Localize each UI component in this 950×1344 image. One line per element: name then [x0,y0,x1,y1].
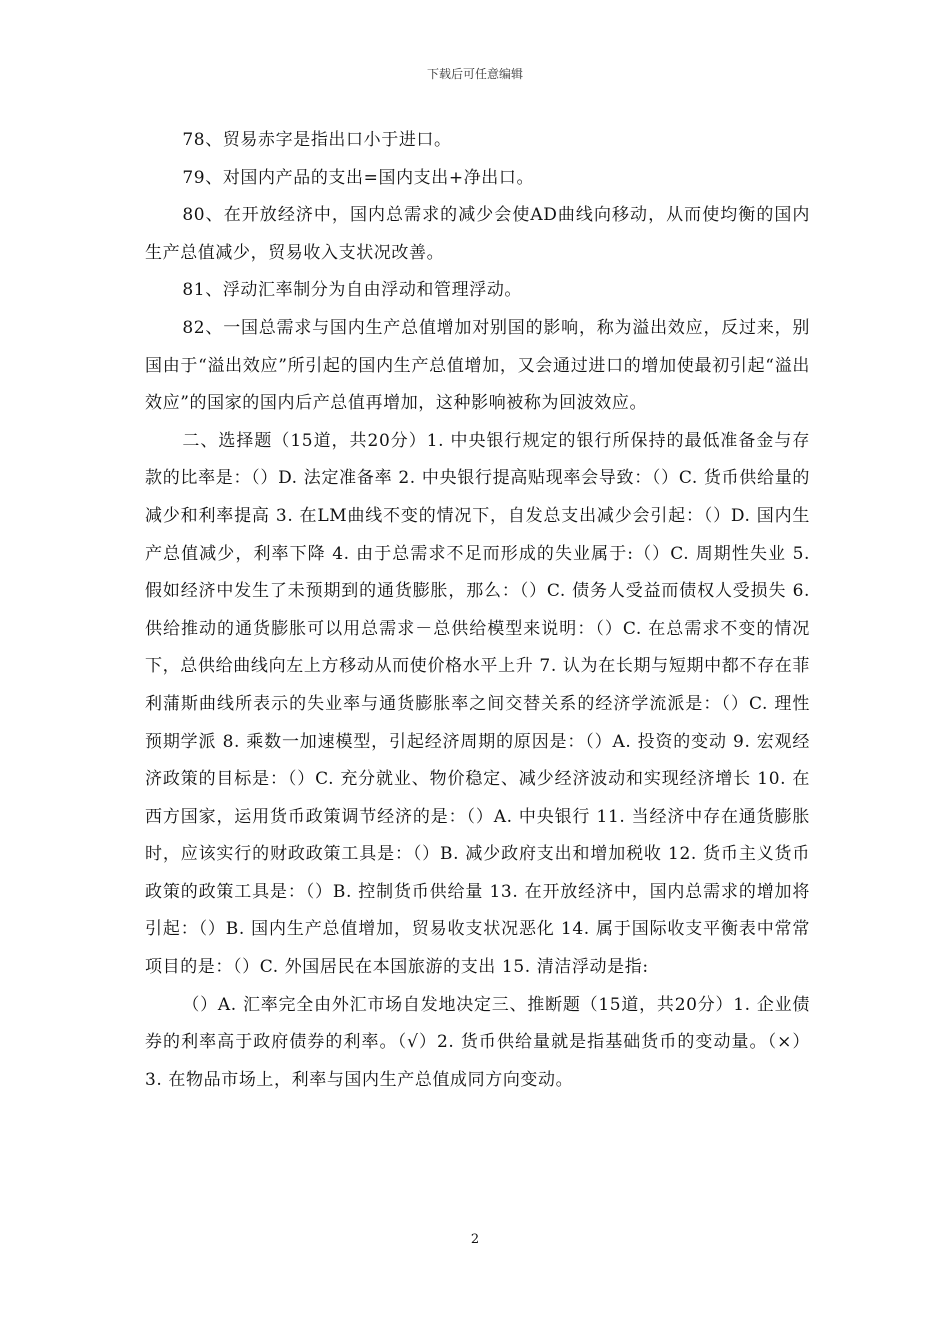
paragraph-multiple-choice-section: 二、选择题（15道，共20分）1. 中央银行规定的银行所保持的最低准备金与存款的比率是：（）D. 法定准备率 2. 中央银行提高贴现率会导致：（）C. 货币供给量的减少和利率提高 3. 在LM曲线不变的情况下，自发总支出减少会引起：（）D. 国内生产总值减少，利率下降 4. 由于总需求不足而形成的失业属于:（）C. 周期性失业 5. 假如经济中发生了未预期到的通货膨胀，那么：（）C. 债务人受益而债权人受损失 6. 供给推动的通货膨胀可以用总需求－总供给模型来说明：（）C. 在总需求不变的情况下，总供给曲线向左上方移动从而使价格水平上升 7. 认为在长期与短期中都不存在菲利蒲斯曲线所表示的失业率与通货膨胀率之间交替关系的经济学流派是：（）C. 理性预期学派 8. 乘数一加速模型，引起经济周期的原因是：（）A. 投资的变动 9. 宏观经济政策的目标是：（）C. 充分就业、物价稳定、减少经济波动和实现经济增长 10. 在西方国家，运用货币政策调节经济的是：（）A. 中央银行 11. 当经济中存在通货膨胀时，应该实行的财政政策工具是：（）B. 减少政府支出和增加税收 12. 货币主义货币政策的政策工具是：（）B. 控制货币供给量 13. 在开放经济中，国内总需求的增加将引起：（）B. 国内生产总值增加，贸易收支状况恶化 14. 属于国际收支平衡表中常常项目的是：（）C. 外国居民在本国旅游的支出 15. 清洁浮动是指: [145,430,810,978]
paragraph-true-false-section: （）A. 汇率完全由外汇市场自发地决定三、推断题（15道，共20分）1. 企业债券的利率高于政府债券的利率。（√）2. 货币供给量就是指基础货币的变动量。（×）3. 在物品市场上，利率与国内生产总值成同方向变动。 [145,994,810,1090]
paragraph-81: 81、浮动汇率制分为自由浮动和管理浮动。 [182,280,523,301]
document-body [145,122,810,1099]
paragraph-78: 78、贸易赤字是指出口小于进口。 [182,130,452,150]
paragraph-79: 79、对国内产品的支出=国内支出+净出口。 [182,167,535,188]
page-number: 2 [470,1232,480,1247]
paragraph-82: 82、一国总需求与国内生产总值增加对别国的影响，称为溢出效应，反过来，别国由于“溢出效应”所引起的国内生产总值增加，又会通过进口的增加使最初引起“溢出效应”的国家的国内后产总值再增加，这种影响被称为回波效应。 [145,317,810,414]
page-header: 下载后可任意编辑 [426,67,523,81]
paragraph-80: 80、在开放经济中，国内总需求的减少会使AD曲线向移动，从而使均衡的国内生产总值减少，贸易收入支状况改善。 [145,205,810,263]
